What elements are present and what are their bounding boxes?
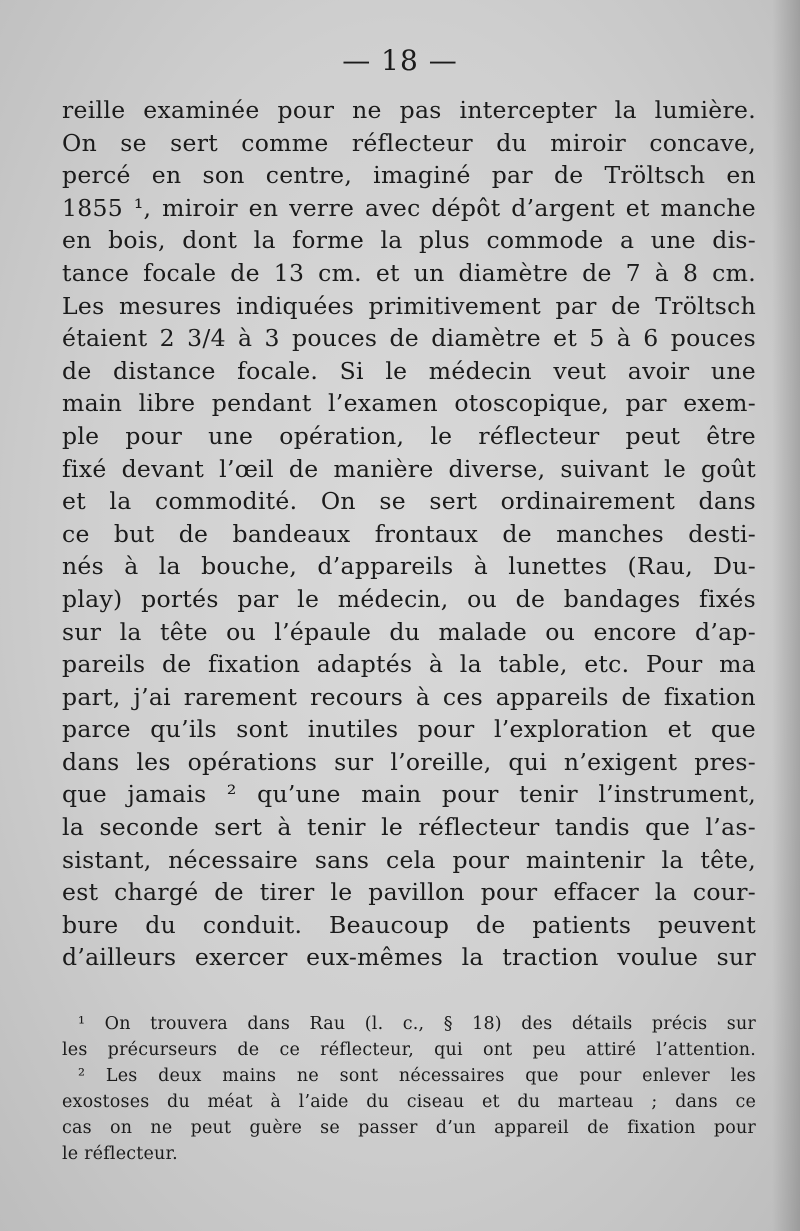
text-line: de distance focale. Si le médecin veut avoir une	[62, 356, 756, 385]
footnote-line: ² Les deux mains ne sont nécessaires que pour enlever les	[78, 1066, 756, 1086]
text-line: que jamais ² qu’une main pour tenir l’instrument,	[62, 780, 756, 809]
text-line: la seconde sert à tenir le réflecteur tandis que l’as-	[62, 813, 756, 842]
text-line: fixé devant l’œil de manière diverse, suivant le goût	[62, 454, 756, 483]
text-line: play) portés par le médecin, ou de bandages fixés	[62, 584, 756, 613]
footnote-line: exostoses du méat à l’aide du ciseau et du marteau ; dans ce	[62, 1092, 756, 1112]
text-line: part, j’ai rarement recours à ces appareils de fixation	[62, 682, 756, 711]
text-line: sur la tête ou l’épaule du malade ou encore d’ap-	[62, 617, 756, 646]
text-line: sistant, nécessaire sans cela pour maintenir la tête,	[62, 845, 756, 874]
text-line: tance focale de 13 cm. et un diamètre de 7 à 8 cm.	[62, 258, 756, 287]
footnote-line: cas on ne peut guère se passer d’un appareil de fixation pour	[62, 1118, 756, 1138]
footnote-line: les précurseurs de ce réflecteur, qui ont peu attiré l’attention.	[62, 1040, 756, 1060]
text-line: reille examinée pour ne pas intercepter la lumière.	[62, 96, 756, 124]
text-line: ple pour une opération, le réflecteur peut être	[62, 421, 756, 450]
page-number: — 18 —	[342, 44, 458, 77]
body-text	[62, 94, 756, 974]
text-line: dans les opérations sur l’oreille, qui n’exigent pres-	[62, 747, 756, 776]
text-line: pareils de fixation adaptés à la table, etc. Pour ma	[62, 650, 756, 679]
text-line: parce qu’ils sont inutiles pour l’exploration et que	[62, 715, 756, 744]
text-line: percé en son centre, imaginé par de Tröltsch en	[62, 161, 756, 190]
text-line: nés à la bouche, d’appareils à lunettes (Rau, Du-	[62, 552, 756, 581]
text-line: main libre pendant l’examen otoscopique, par exem-	[62, 389, 756, 418]
text-line: 1855 ¹, miroir en verre avec dépôt d’argent et manche	[62, 193, 756, 222]
text-line: Les mesures indiquées primitivement par de Tröltsch	[62, 291, 756, 320]
text-line: étaient 2 3/4 à 3 pouces de diamètre et 5 à 6 pouces	[62, 324, 756, 353]
text-line: bure du conduit. Beaucoup de patients peuvent	[62, 910, 756, 939]
footnote-line: le réflecteur.	[62, 1144, 178, 1164]
text-line: ce but de bandeaux frontaux de manches desti-	[62, 519, 756, 548]
page-edge-shadow	[772, 0, 800, 1231]
footnote-line: ¹ On trouvera dans Rau (l. c., § 18) des détails précis sur	[78, 1014, 756, 1034]
text-line: d’ailleurs exercer eux-mêmes la traction voulue sur	[62, 943, 756, 972]
text-line: en bois, dont la forme la plus commode a une dis-	[62, 226, 756, 255]
text-line: est chargé de tirer le pavillon pour effacer la cour-	[62, 878, 756, 907]
text-line: On se sert comme réflecteur du miroir concave,	[62, 128, 756, 157]
text-line: et la commodité. On se sert ordinairement dans	[62, 487, 756, 516]
footnotes	[62, 1011, 756, 1167]
